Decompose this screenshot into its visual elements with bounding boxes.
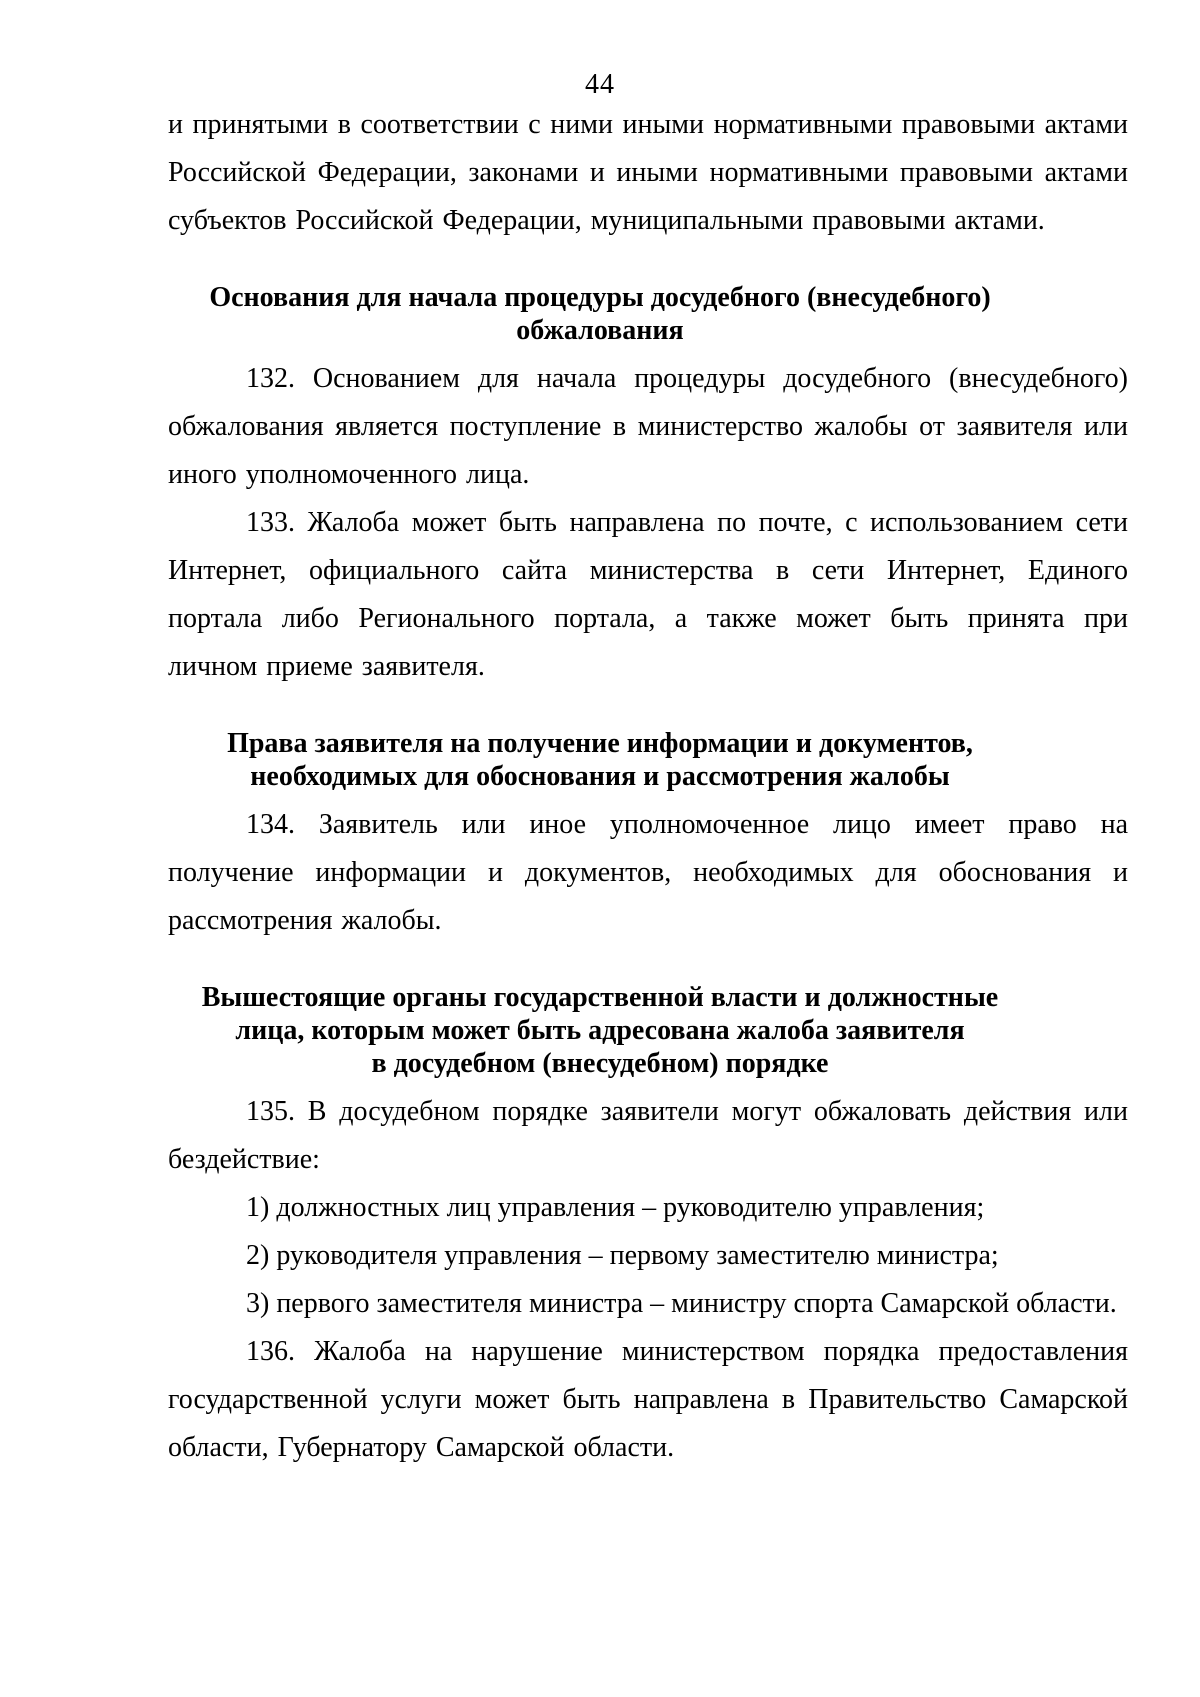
paragraph-133: 133. Жалоба может быть направлена по почте, с использованием сети Интернет, официального сайта министерства в сети Интернет, Единого портала либо Регионального портала, а также может быть принята при личном приеме заявителя. <box>168 507 1128 682</box>
heading-line: обжалования <box>516 315 684 346</box>
page-content <box>0 101 1200 1472</box>
page-number: 44 <box>585 69 615 100</box>
paragraph-intro-continuation: и принятыми в соответствии с ними иными нормативными правовыми актами Российской Федерации, законами и иными нормативными правовыми актами субъектов Российской Федерации, муниципальными правовыми актами. <box>168 109 1128 236</box>
heading-line: лица, которым может быть адресована жалоба заявителя <box>235 1015 965 1046</box>
heading-line: Основания для начала процедуры досудебного (внесудебного) <box>209 282 991 313</box>
paragraph-134: 134. Заявитель или иное уполномоченное лицо имеет право на получение информации и документов, необходимых для обоснования и рассмотрения жалобы. <box>168 809 1128 936</box>
paragraph-135: 135. В досудебном порядке заявители могут обжаловать действия или бездействие: <box>168 1096 1128 1175</box>
paragraph-136: 136. Жалоба на нарушение министерством порядка предоставления государственной услуги может быть направлена в Правительство Самарской области, Губернатору Самарской области. <box>168 1336 1128 1463</box>
list-item-1: 1) должностных лиц управления – руководителю управления; <box>246 1192 985 1223</box>
heading-line: Вышестоящие органы государственной власти и должностные <box>201 982 999 1013</box>
section-heading-applicant-rights <box>168 727 1032 793</box>
section-heading-higher-authorities <box>168 981 1032 1080</box>
paragraph-132: 132. Основанием для начала процедуры досудебного (внесудебного) обжалования является поступление в министерство жалобы от заявителя или иного уполномоченного лица. <box>168 363 1128 490</box>
heading-line: Права заявителя на получение информации и документов, <box>227 728 973 759</box>
heading-line: необходимых для обоснования и рассмотрения жалобы <box>250 761 950 792</box>
section-heading-appeal-grounds <box>168 281 1032 347</box>
list-item-2: 2) руководителя управления – первому заместителю министра; <box>246 1240 999 1271</box>
heading-line: в досудебном (внесудебном) порядке <box>371 1048 829 1079</box>
list-item-3: 3) первого заместителя министра – министру спорта Самарской области. <box>246 1288 1117 1319</box>
